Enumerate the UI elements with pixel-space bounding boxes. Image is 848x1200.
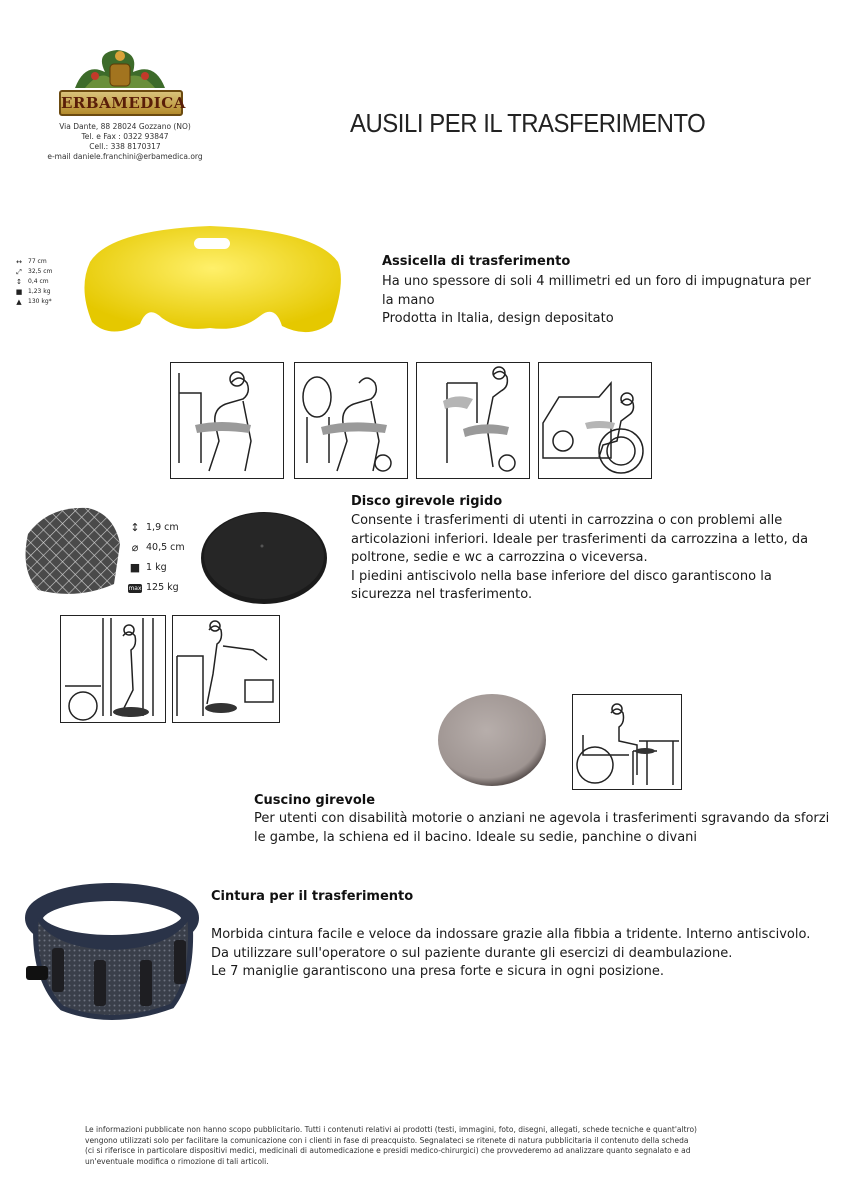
spec-row: ■ 1,23 kg [15, 288, 51, 296]
spec-row: max 125 kg [128, 582, 179, 593]
disc-specs [128, 518, 185, 598]
logo-text: ERBAMEDICA [59, 90, 183, 116]
thickness-icon: ↕ [16, 278, 22, 286]
rigid-disc-image [198, 510, 330, 606]
spec-row: ■ 1 kg [128, 558, 185, 578]
spec-row: ⌀ 40,5 cm [128, 538, 185, 558]
spec-row: ⤢ 32,5 cm [14, 267, 52, 277]
usage-illustration-4 [538, 362, 652, 479]
address-line: Via Dante, 88 28024 Gozzano (NO) [59, 122, 191, 131]
cushion-usage-illustration [572, 694, 682, 790]
length-icon: ↔ [16, 258, 22, 266]
product-title: Cintura per il trasferimento [211, 889, 414, 904]
spec-row: ↕ 0,4 cm [14, 277, 52, 287]
usage-illustration-2 [294, 362, 408, 479]
cell-line: Cell.: 338 8170317 [89, 142, 161, 151]
board-transfer-drawing-1 [171, 363, 283, 478]
disc-usage-illustration-1 [60, 615, 166, 723]
diameter-icon: ⌀ [131, 541, 139, 554]
weight-icon: ■ [129, 561, 141, 574]
board-transfer-drawing-3 [417, 363, 529, 478]
product-title: Cuscino girevole [254, 793, 376, 808]
car-transfer-drawing [539, 363, 651, 478]
product-description: Per utenti con disabilità motorie o anziani ne agevola i trasferimenti sgravando da sforzi le gambe, la schiena ed il bacino. Ideale su sedie, panchine o divani [254, 811, 830, 845]
rigid-disc-detail-image [18, 504, 122, 600]
usage-illustration-3 [416, 362, 530, 479]
spec-row: ↕ 1,9 cm [128, 518, 185, 538]
page-title: AUSILI PER IL TRASFERIMENTO [350, 108, 706, 138]
cushion-wheelchair-drawing [573, 695, 681, 789]
usage-illustration-1 [170, 362, 284, 479]
disc-transfer-drawing-2 [173, 616, 279, 722]
product-title: Disco girevole rigido [351, 494, 503, 509]
max-load-icon: max [128, 584, 142, 592]
phone-line: Tel. e Fax : 0322 93847 [81, 132, 169, 141]
disc-usage-illustration-2 [172, 615, 280, 723]
product-description: Ha uno spessore di soli 4 millimetri ed un foro di impugnatura per la mano Prodotta in Italia, design depositato [382, 274, 811, 326]
company-logo [55, 42, 185, 122]
contact-info [30, 122, 220, 162]
swivel-cushion-image [436, 692, 548, 788]
height-icon: ↕ [130, 521, 140, 534]
weight-icon: ■ [15, 288, 23, 296]
max-load-icon: ▲ [16, 298, 22, 306]
transfer-board-image [70, 222, 355, 347]
email-line: e-mail daniele.franchini@erbamedica.org [47, 152, 203, 161]
board-transfer-drawing-2 [295, 363, 407, 478]
spec-row: ▲ 130 kg* [14, 297, 52, 307]
legal-disclaimer: Le informazioni pubblicate non hanno scopo pubblicitario. Tutti i contenuti relativi ai prodotti (testi, immagini, foto, disegni, allegati, schede tecniche e quant'altro) vengono utilizzati solo per facilitare la comunicazione con i clienti in fase di preacquisto. Segnalateci se ritenete di natura pubblicitaria il contenuto della scheda (ci si riferisce in particolare dispositivi medici, medicinali di automedicazione e presidi medico-chirurgici) che provvederemo ad analizzare quanto segnalato e ad un'eventuale modifica o rimozione di tali articoli. [85, 1125, 697, 1166]
board-specs [14, 257, 52, 307]
product-title: Assicella di trasferimento [382, 254, 571, 269]
transfer-belt-image [22, 878, 200, 1033]
product-description: Morbida cintura facile e veloce da indossare grazie alla fibbia a tridente. Interno antiscivolo. Da utilizzare sull'operatore o sul paziente durante gli esercizi di deambulazione. Le 7 maniglie garantiscono una presa forte e sicura in ogni posizione. [211, 927, 811, 979]
disc-transfer-drawing-1 [61, 616, 165, 722]
product-description: Consente i trasferimenti di utenti in carrozzina o con problemi alle articolazioni inferiori. Ideale per trasferimenti da carrozzina a letto, da poltrone, sedie e wc a carrozzina o viceversa. I piedini antiscivolo nella base inferiore del disco garantiscono la sicurezza nel trasferimento. [351, 513, 809, 602]
width-icon: ⤢ [16, 268, 22, 276]
spec-row: ↔ 77 cm [14, 257, 52, 267]
logo-emblem-icon [55, 42, 185, 92]
